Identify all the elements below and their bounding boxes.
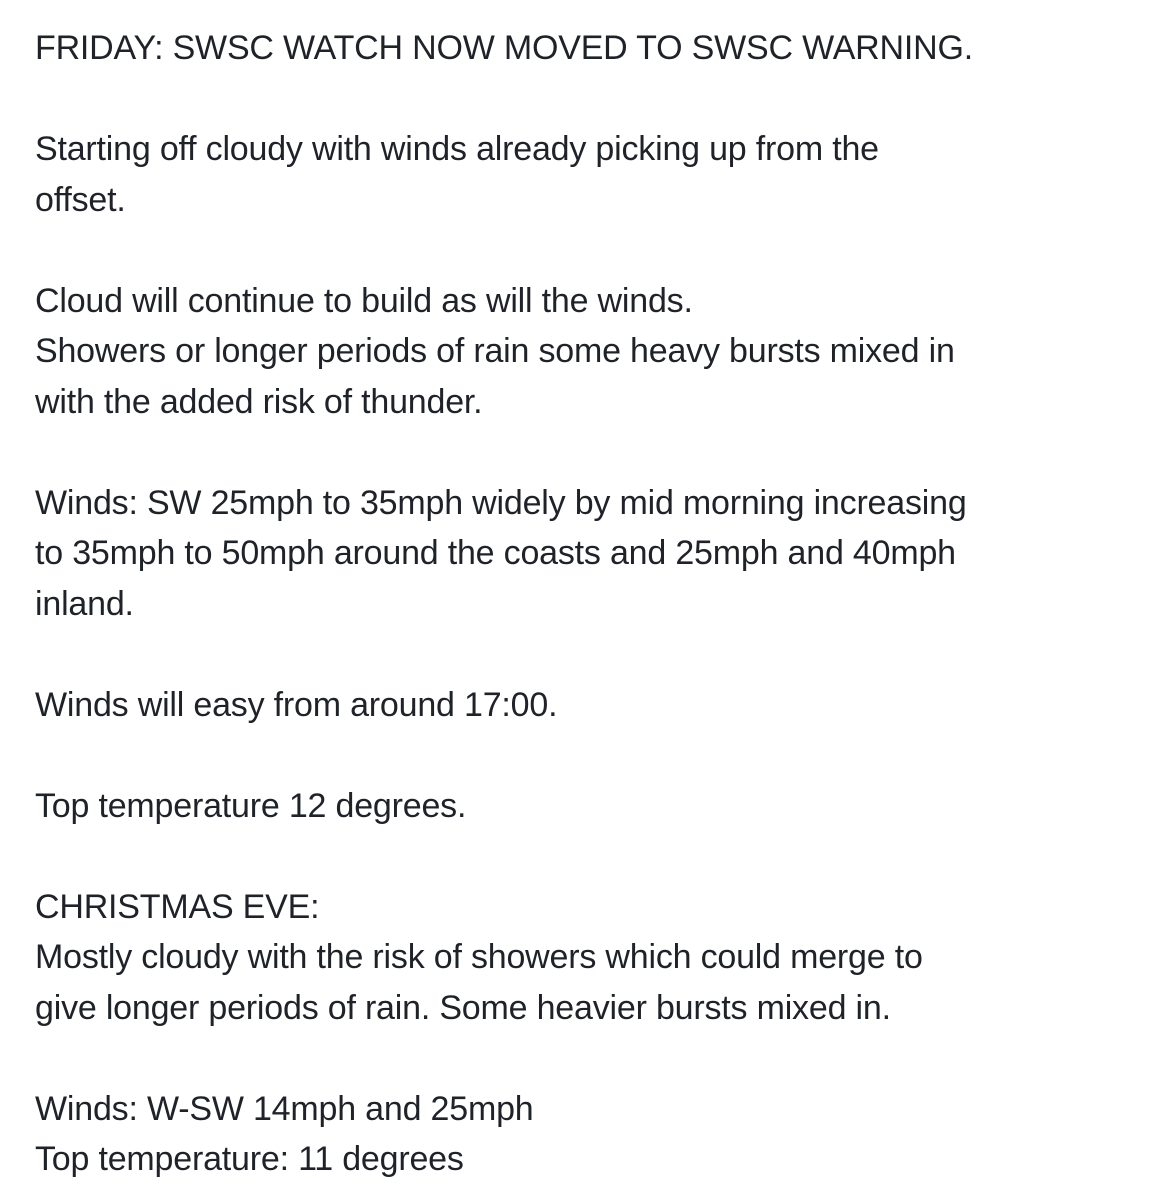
christmas-eve-summary-line-1: Mostly cloudy with the risk of showers which could merge to [35, 938, 923, 976]
friday-winds-line-3: inland. [35, 584, 134, 623]
friday-start-line-2: offset. [35, 180, 126, 219]
christmas-eve-heading: CHRISTMAS EVE: [35, 887, 320, 926]
paragraph-gap [35, 730, 1155, 781]
christmas-eve-summary-line-2: give longer periods of rain. Some heavier bursts mixed in. [35, 988, 891, 1027]
friday-winds-ease-line: Winds will easy from around 17:00. [35, 685, 558, 724]
paragraph-gap [35, 225, 1155, 276]
paragraph-gap [35, 427, 1155, 478]
christmas-eve-temperature-line: Top temperature: 11 degrees [35, 1140, 464, 1178]
friday-winds-line-1: Winds: SW 25mph to 35mph widely by mid morning increasing [35, 483, 967, 522]
friday-cloud-line: Cloud will continue to build as will the winds. [35, 281, 693, 320]
paragraph-gap [35, 831, 1155, 882]
friday-showers-line-2: with the added risk of thunder. [35, 382, 483, 421]
paragraph-gap [35, 74, 1155, 125]
paragraph-gap [35, 629, 1155, 680]
friday-temperature-line: Top temperature 12 degrees. [35, 786, 467, 825]
forecast-note [35, 23, 1155, 1185]
christmas-eve-winds-line: Winds: W-SW 14mph and 25mph [35, 1089, 534, 1128]
friday-heading: FRIDAY: SWSC WATCH NOW MOVED TO SWSC WARNING. [35, 29, 973, 67]
paragraph-gap [35, 1033, 1155, 1084]
friday-start-line-1: Starting off cloudy with winds already picking up from the [35, 130, 879, 168]
friday-winds-line-2: to 35mph to 50mph around the coasts and 25mph and 40mph [35, 534, 956, 572]
friday-showers-line-1: Showers or longer periods of rain some heavy bursts mixed in [35, 332, 955, 370]
